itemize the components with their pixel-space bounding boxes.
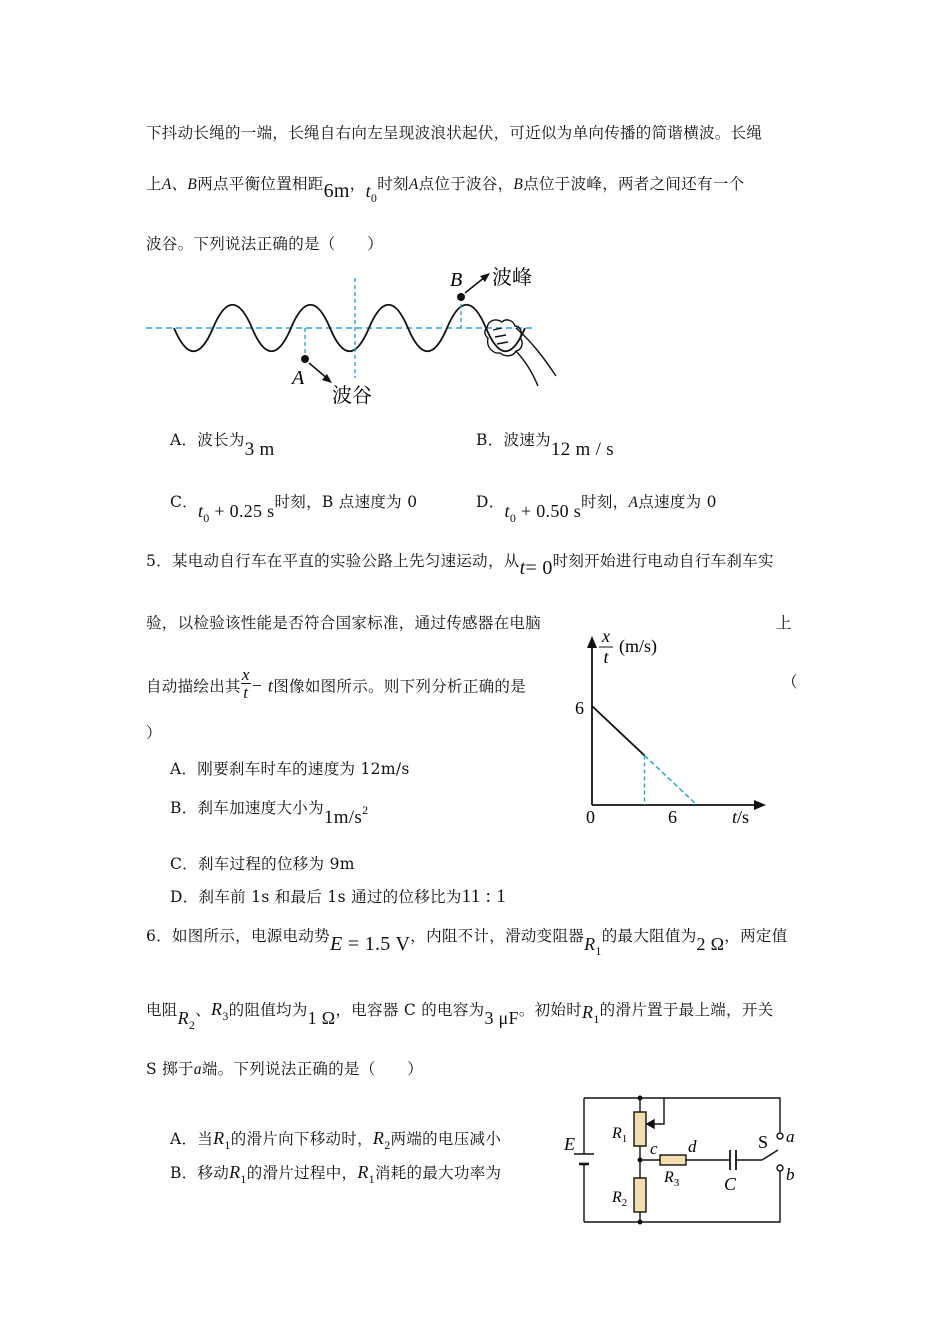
resistor-R1 <box>634 1112 646 1146</box>
slider-arrow <box>647 1120 654 1128</box>
label-R3: $R_3$ <box>664 1169 680 1189</box>
series-dashed-segment <box>645 756 698 806</box>
q4-option-d[interactable]: D．$t_0 + 0.50$ s时刻，A点速度为 0 <box>476 493 717 525</box>
q4-line2: 上A、B两点平衡位置相距6m，$t_0$时刻A点位于波谷，B点位于波峰，两者之间还有一个 <box>146 175 745 205</box>
y-axis-arrow <box>587 636 597 648</box>
q6-circuit-diagram <box>560 1090 810 1230</box>
q4-wave-figure <box>140 258 570 408</box>
q5-line2-a: 验，以检验该性能是否符合国家标准，通过传感器在电脑 <box>146 614 542 632</box>
q4-line3: 波谷。下列说法正确的是（ ） <box>146 235 384 253</box>
q5-paren-right: ） <box>146 724 162 742</box>
q4-line1: 下抖动长绳的一端，长绳自右向左呈现波浪状起伏，可近似为单向传播的简谐横波。长绳 <box>146 124 763 142</box>
x-axis-arrow <box>754 800 766 810</box>
label-d: d <box>688 1137 697 1156</box>
q5-option-c[interactable]: C．刹车过程的位移为 9m <box>170 855 355 873</box>
q5-option-b[interactable]: B．刹车加速度大小为$1m/s^2$ <box>170 799 369 828</box>
svg-text:(m/s): (m/s) <box>619 636 657 656</box>
label-E: E <box>564 1134 575 1154</box>
origin-label: 0 <box>586 807 595 827</box>
q4-option-b[interactable]: B．波速为12 m / s <box>476 431 614 460</box>
label-c: c <box>650 1139 658 1158</box>
q6-line3: S 掷于a端。下列说法正确的是（ ） <box>146 1060 424 1078</box>
label-C: C <box>724 1174 737 1194</box>
label-S: S <box>758 1132 769 1152</box>
q6-line2: 电阻$R_2$、$R_3$的阻值均为1 Ω，电容器 C 的电容为3 μF。初始时$R_1$的滑片置于最上端，开关 <box>146 999 774 1032</box>
label-trough: 波谷 <box>332 383 372 407</box>
q5-line2-b: 上 <box>776 614 792 632</box>
q6-option-a[interactable]: A．当$R_1$的滑片向下移动时，$R_2$两端的电压减小 <box>170 1128 502 1152</box>
y-axis-label <box>599 626 657 667</box>
q5-line1: 5．某电动自行车在平直的实验公路上先匀速运动，从t= 0时刻开始进行电动自行车刹车实 <box>146 552 774 579</box>
q5-paren-left: （ <box>782 673 798 691</box>
svg-text:x: x <box>602 626 610 646</box>
point-B <box>457 293 465 301</box>
q5-option-a[interactable]: A．刚要刹车时车的速度为 12m/s <box>170 760 410 778</box>
label-R1: $R_1$ <box>612 1125 628 1145</box>
label-b: b <box>786 1165 795 1184</box>
q4-option-c[interactable]: C．$t_0 + 0.25$ s时刻，B 点速度为 0 <box>170 493 418 525</box>
series-solid-segment <box>592 706 645 756</box>
q4-option-a[interactable]: A．波长为3 m <box>170 431 275 460</box>
junction-c <box>638 1158 643 1163</box>
resistor-R2 <box>634 1178 646 1212</box>
label-a: a <box>786 1127 795 1146</box>
point-A <box>301 355 309 363</box>
q6-option-b[interactable]: B．移动$R_1$的滑片过程中，$R_1$消耗的最大功率为 <box>170 1162 502 1186</box>
label-A: A <box>292 367 305 389</box>
q6-line1: 6．如图所示，电源电动势E = 1.5 V，内阻不计，滑动变阻器$R_1$的最大阻值为2 Ω，两定值 <box>146 927 788 958</box>
q5-option-d[interactable]: D．刹车前 1s 和最后 1s 通过的位移比为11 : 1 <box>170 886 507 907</box>
label-B: B <box>450 269 463 291</box>
resistor-R3 <box>660 1155 686 1165</box>
terminal-a <box>777 1133 783 1139</box>
x-tick-label: 6 <box>668 807 677 827</box>
svg-text:t: t <box>603 647 609 667</box>
junction-top <box>638 1096 643 1101</box>
label-crest: 波峰 <box>492 265 532 289</box>
terminal-b <box>777 1165 783 1171</box>
x-axis-label: t/s <box>732 807 750 827</box>
q5-line3: 自动描绘出其 $\frac{x}{t}$ − t图像如图所示。则下列分析正确的是 <box>146 665 527 702</box>
hand-icon <box>485 320 556 386</box>
label-R2: $R_2$ <box>612 1189 628 1209</box>
junction-bottom <box>638 1220 643 1225</box>
q5-xt-t-chart <box>570 620 775 830</box>
y-tick-label: 6 <box>575 698 584 718</box>
